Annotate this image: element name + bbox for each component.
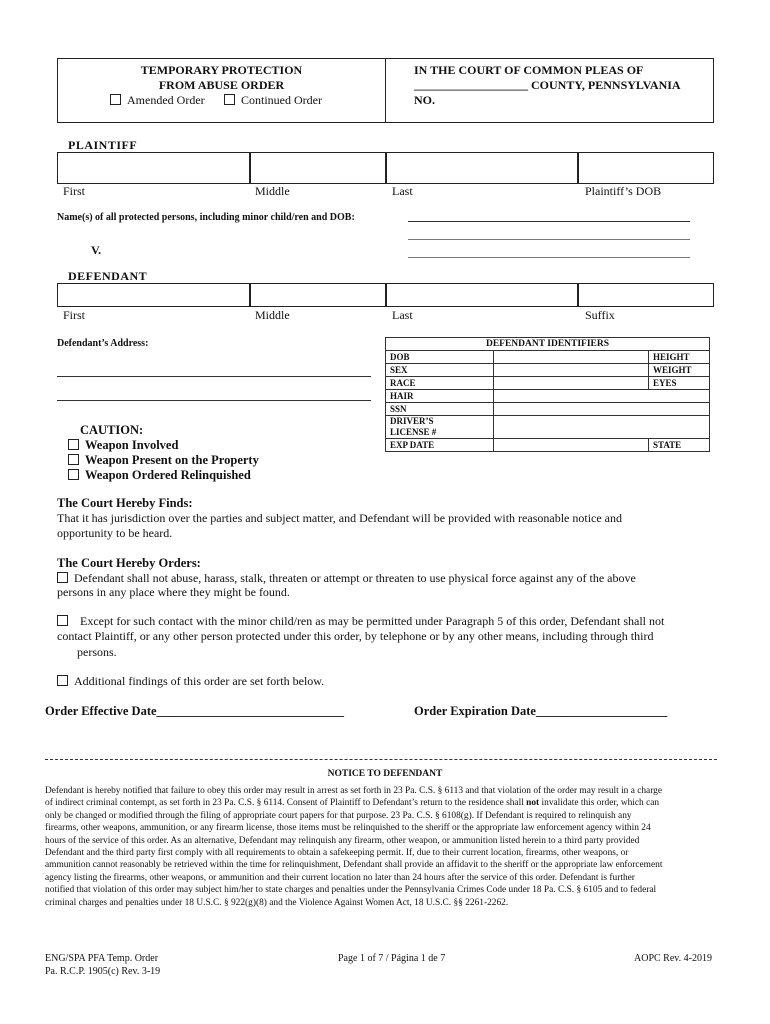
identifier-dob-label: DOB <box>386 351 494 364</box>
notice-paragraph <box>45 785 735 909</box>
plaintiff-dob-input[interactable] <box>577 152 714 184</box>
amended-order-checkbox[interactable] <box>110 94 121 105</box>
order-expiration-date-field[interactable]: Order Expiration Date_____________________ <box>414 704 668 718</box>
continued-order-label: Continued Order <box>241 93 322 107</box>
findings-heading: The Court Hereby Finds: <box>57 496 193 510</box>
findings-line1: That it has jurisdiction over the parties and subject matter, and Defendant will be provided with reasonable notice and <box>57 511 623 525</box>
defendant-address-line-1[interactable] <box>57 365 371 377</box>
defendant-suffix-label: Suffix <box>585 308 615 322</box>
identifier-dob-value[interactable] <box>493 351 648 364</box>
orders-heading: The Court Hereby Orders: <box>57 556 201 570</box>
weapon-relinquished-checkbox[interactable] <box>68 469 79 480</box>
identifier-height-label: HEIGHT <box>649 351 710 364</box>
amended-order-label: Amended Order <box>127 93 205 107</box>
identifier-hair-label: HAIR <box>386 390 494 403</box>
caution-title: CAUTION: <box>80 423 144 437</box>
identifier-weight-label: WEIGHT <box>649 364 710 377</box>
notice-line-1: Defendant is hereby notified that failure to obey this order may result in arrest as set forth in 23 Pa. C.S. § 6113 and that violation of the order may result in a charge <box>45 786 663 796</box>
defendant-first-input[interactable] <box>57 283 251 307</box>
protected-persons-line-1[interactable] <box>408 210 690 222</box>
notice-line-2a: of indirect criminal contempt, as set forth in 23 Pa. C.S. § 6114. Consent of Plaintiff to Defendant’s return to the residence shall <box>45 798 527 809</box>
footer-form-id: ENG/SPA PFA Temp. Order <box>45 953 159 964</box>
notice-line-9: notified that violation of this order may subject him/her to state charges and penalties under the Pennsylvania Crimes Code under 18 Pa. C.S. § 6105 and to federal <box>45 885 657 896</box>
identifier-race-value[interactable] <box>493 377 648 390</box>
identifier-sex-value[interactable] <box>493 364 648 377</box>
order-item-3-label: Additional findings of this order are set forth below. <box>74 674 325 688</box>
defendant-address-label: Defendant’s Address: <box>57 338 149 349</box>
header-divider <box>385 58 386 122</box>
order-effective-date-field[interactable]: Order Effective Date______________________________ <box>45 704 345 718</box>
identifiers-title: DEFENDANT IDENTIFIERS <box>386 338 710 351</box>
protected-persons-line-2[interactable] <box>408 228 690 240</box>
notice-line-3: only be changed or modified through the filing of appropriate court papers for that purpose. 23 Pa. C.S. § 6108(g). If Defendant is required to relinquish any <box>45 810 632 821</box>
notice-line-2-not: not <box>526 798 540 809</box>
identifier-license-value[interactable] <box>493 416 709 439</box>
order-item-1-checkbox[interactable] <box>57 572 68 583</box>
defendant-middle-label: Middle <box>255 308 290 322</box>
identifier-sex-label: SEX <box>386 364 494 377</box>
plaintiff-last-label: Last <box>392 184 413 198</box>
plaintiff-first-label: First <box>63 184 86 198</box>
plaintiff-last-input[interactable] <box>385 152 579 184</box>
order-item-2-line1: Except for such contact with the minor child/ren as may be permitted under Paragraph 5 of this order, Defendant shall not <box>80 614 665 628</box>
order-item-1 <box>57 571 636 586</box>
weapon-present-label: Weapon Present on the Property <box>85 453 259 467</box>
notice-line-7: ammunition cannot reasonably be retrieved within the time for relinquishment, Defendant shall provide an affidavit to the sheriff or the appropriate law enforcement <box>45 860 663 871</box>
continued-order-option[interactable] <box>224 93 322 108</box>
court-line2: ___________________ COUNTY, PENNSYLVANIA <box>414 78 681 92</box>
defendant-middle-input[interactable] <box>249 283 387 307</box>
defendant-last-input[interactable] <box>385 283 579 307</box>
caution-weapon-involved[interactable] <box>68 438 178 453</box>
footer-rule: Pa. R.C.P. 1905(c) Rev. 3-19 <box>45 966 161 977</box>
order-title-line1: TEMPORARY PROTECTION <box>140 63 303 77</box>
weapon-present-checkbox[interactable] <box>68 454 79 465</box>
order-item-3-checkbox[interactable] <box>57 675 68 686</box>
notice-line-10: criminal charges and penalties under 18 U.S.C. § 922(g)(8) and the Violence Against Women Act, 18 U.S.C. §§ 2261-2262. <box>45 897 509 908</box>
plaintiff-first-input[interactable] <box>57 152 251 184</box>
order-item-1-line1: Defendant shall not abuse, harass, stalk, threaten or attempt or threaten to use physical force against any of the above <box>74 571 636 585</box>
order-title-line2: FROM ABUSE ORDER <box>158 78 285 92</box>
identifier-license-label-line2: LICENSE # <box>390 427 437 437</box>
weapon-involved-label: Weapon Involved <box>85 438 179 452</box>
notice-line-6: Defendant and the third party first comply with all requirements to obtain a safekeeping permit. If, due to their current location, firearms, other weapons, or <box>45 848 629 859</box>
defendant-first-label: First <box>63 308 86 322</box>
identifier-license-label <box>386 416 494 439</box>
court-line1: IN THE COURT OF COMMON PLEAS OF <box>414 63 644 77</box>
plaintiff-dob-label: Plaintiff’s DOB <box>585 184 662 198</box>
notice-line-2c: invalidate this order, which can <box>539 798 660 809</box>
weapon-involved-checkbox[interactable] <box>68 439 79 450</box>
identifier-ssn-label: SSN <box>386 403 494 416</box>
identifier-eyes-label: EYES <box>649 377 710 390</box>
identifier-ssn-value[interactable] <box>493 403 709 416</box>
plaintiff-middle-input[interactable] <box>249 152 387 184</box>
order-item-3 <box>57 674 324 689</box>
identifier-exp-label: EXP DATE <box>386 439 494 452</box>
amended-order-option[interactable] <box>110 93 205 108</box>
plaintiff-heading: PLAINTIFF <box>68 138 138 152</box>
footer-page-number: Page 1 of 7 / Página 1 de 7 <box>338 953 446 964</box>
notice-heading: NOTICE TO DEFENDANT <box>327 769 443 779</box>
protected-persons-line-3[interactable] <box>408 246 690 258</box>
defendant-identifiers-table <box>385 337 710 452</box>
notice-line-4: firearms, other weapons, ammunition, or any firearm license, those items must be relinquished to the sheriff or the appropriate law enforcement agency within 24 <box>45 823 651 834</box>
findings-line2: opportunity to be heard. <box>57 526 173 540</box>
notice-line-8: agency listing the firearms, other weapons, or ammunition and their current location no later than 24 hours after the service of this order. Defendant is further <box>45 872 635 883</box>
defendant-suffix-input[interactable] <box>577 283 714 307</box>
order-item-2 <box>57 614 664 629</box>
caution-weapon-present[interactable] <box>68 453 259 468</box>
order-item-2-line2: contact Plaintiff, or any other person protected under this order, by telephone or by any other means, including through third <box>57 629 654 643</box>
continued-order-checkbox[interactable] <box>224 94 235 105</box>
caution-weapon-relinquished[interactable] <box>68 468 251 483</box>
identifier-state-label: STATE <box>649 439 710 452</box>
identifier-exp-value[interactable] <box>493 439 648 452</box>
notice-line-5: hours of the service of this order. As an alternative, Defendant may relinquish any firearm, other weapon, or ammunition listed herein to a third party provided <box>45 835 640 846</box>
case-number: NO. <box>414 93 435 107</box>
defendant-heading: DEFENDANT <box>68 269 148 283</box>
weapon-relinquished-label: Weapon Ordered Relinquished <box>85 468 251 482</box>
protected-persons-label: Name(s) of all protected persons, including minor child/ren and DOB: <box>57 212 355 223</box>
identifier-hair-value[interactable] <box>493 390 709 403</box>
identifier-license-label-line1: DRIVER’S <box>390 416 434 426</box>
versus-label: V. <box>91 243 102 257</box>
defendant-last-label: Last <box>392 308 413 322</box>
notice-line-2 <box>45 797 735 809</box>
order-item-2-line3: persons. <box>77 645 117 659</box>
footer-revision: AOPC Rev. 4-2019 <box>634 953 712 964</box>
defendant-address-line-2[interactable] <box>57 389 371 401</box>
order-item-2-checkbox[interactable] <box>57 615 68 626</box>
section-divider <box>45 748 717 760</box>
plaintiff-middle-label: Middle <box>255 184 290 198</box>
order-item-1-line2: persons in any place where they might be found. <box>57 585 290 599</box>
identifier-race-label: RACE <box>386 377 494 390</box>
